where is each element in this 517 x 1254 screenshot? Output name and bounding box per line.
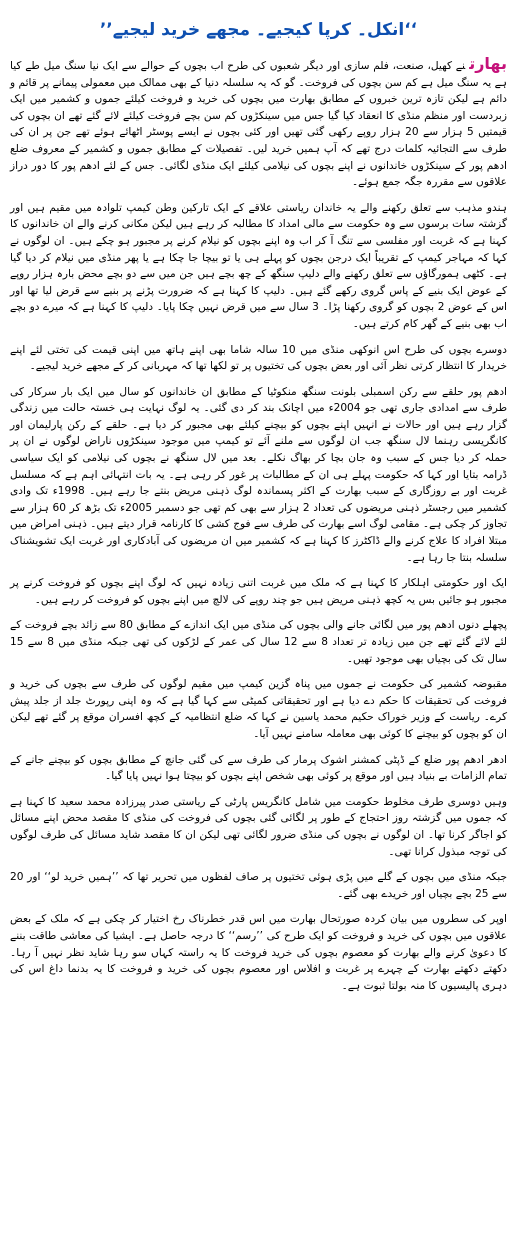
article-paragraph: ادھم پور حلقے سے رکن اسمبلی بلونت سنگھ منکوٹیا کے مطابق ان خاندانوں کو سال میں ایک بار سرکار کی طرف سے امدادی جاری تھی جو 2004ء میں اچانک بند کر دی گئی۔ یہ لوگ نہایت ہی خستہ حالت میں زندگی گزار رہے ہیں اور حالات نے انہیں اپنے بچوں کو بیچنے کیلئے بھی مجبور کر دیا ہے۔ حلقے کے رکن پارلیمان اور کانگریسی رہنما لال سنگھ جب ان لوگوں سے ملنے آئے تو کیمپ میں موجود سینکڑوں ناراض لوگوں نے ان پر حملہ کر دیا جس کے سبب وہ جان بچا کر بھاگ نکلے۔ بعد میں لال سنگھ نے بچوں کی نیلامی کو ایک سیاسی ڈرامہ بتایا اور کہا کہ حکومت پہلے ہی ان کے مطالبات پر غور کر رہی ہے۔ یہ بات انتہائی اہم ہے کہ مسلسل غربت اور بے روزگاری کے سبب بھارت کے اکثر پسماندہ لوگ ذہنی مریض بنتے جا رہے ہیں۔ 1998ء تک وادی کشمیر میں رجسٹر ذہنی مریضوں کی تعداد 2 ہزار سے بھی کم تھی جو دسمبر 2005ء تک بڑھ کر 60 ہزار سے تجاوز کر چکی ہے۔ مقامی لوگ اسے بھارت کی طرف سے فوج کشی کا کارنامہ قرار دیتے ہیں۔ ذہنی امراض میں مبتلا افراد کا علاج کرنے والے ڈاکٹرز کا کہنا ہے کہ کشمیر میں ان مریضوں کی آبادکاری اور غربت ایک تشویشناک سلسلہ بنتا جا رہا ہے۔	[10, 385, 508, 564]
article-paragraph: اوپر کی سطروں میں بیان کردہ صورتحال بھارت میں اس قدر خطرناک رخ اختیار کر چکی ہے کہ ملک کے بعض علاقوں میں بچوں کی خرید و فروخت کو ایک طرح کی ’’رسم‘‘ کا درجہ حاصل ہے۔ ایشیا کی معاشی طاقت بننے کا دعویٰ کرنے والے بھارت کو معصوم بچوں کی خرید فروخت کا یہ راستہ کہاں سو رہا شاید نظر نہیں آ رہا۔ دکھتے دکھتے بھارت کے چہرے پر غربت و افلاس اور معصوم بچوں کی خرید و فروخت کا یہ بدنما داغ اس کی دہری پالیسیوں کا منہ بولتا ثبوت ہے۔	[10, 913, 507, 992]
article-paragraph	[10, 56, 507, 191]
article-paragraph: ہندو مذہب سے تعلق رکھنے والے یہ خاندان ریاستی علاقے کے ایک تارکین وطن کیمپ تلوادہ میں مقیم ہیں اور گزشتہ سات برسوں سے وہ حکومت سے مالی امداد کا مطالبہ کر رہے ہیں لیکن مکانی کرنے والے ان خاندانوں کا کہنا ہے کہ غربت اور مفلسی سے تنگ آ کر اب وہ اپنے بچوں کو نیلام کرنے پر مجبور ہو چکے ہیں۔ ان لوگوں نے کہا کہ مہاجر کیمپ کے تقریباً ایک درجن بچوں کو پہلے ہی یا تو بیچا جا چکا ہے یا پھر منڈی میں نیلام کر دیا گیا ہے۔ کٹھی ہمورگاؤں سے تعلق رکھنے والے دلیپ سنگھ کے چھ بچے ہیں جن میں سے دو بچے محض بارہ ہزار روپے کے عوض ایک بنیے کے پاس گروی رکھے گئے ہیں۔ دلیپ کا کہنا ہے کہ ضرورت پڑنے پر بنیے سے قرض لیا تھا اور اس کے عوض 2 بچوں کو گروی رکھنا پڑا۔ 3 سال سے میں قرض نہیں چکا پایا۔ دلیپ کا کہنا ہے کہ میرے دو بچے اب بھی بنیے کے گھر کام کرتے ہیں۔	[10, 201, 507, 330]
article-paragraph: ایک اور حکومتی اہلکار کا کہنا ہے کہ ملک میں غربت اتنی زیادہ نہیں کہ لوگ اپنے بچوں کو فروخت کرنے پر مجبور ہو جائیں بس یہ کچھ ذہنی مریض ہیں جو چند روپے کی لالچ میں اپنے بچوں کو فروخت کر رہے ہیں۔	[10, 577, 507, 606]
article-paragraph: پچھلے دنوں ادھم پور میں لگائی جانے والی بچوں کی منڈی میں ایک اندازے کے مطابق 80 سے زائد بچے فروخت کے لئے لائے گئے تھے جن میں زیادہ تر تعداد 8 سے 12 سال کی عمر کے لڑکوں کی تھی جبکہ منڈی میں 8 سے 15 سال تک کی بچیاں بھی موجود تھیں۔	[10, 619, 507, 665]
paragraph-text: نے کھیل، صنعت، فلم سازی اور دیگر شعبوں کی طرح اب بچوں کے حوالے سے ایک نیا سنگ میل طے کیا ہے یہ سنگ میل ہے کم سن بچوں کی فروخت۔ گو کہ یہ سلسلہ دنیا کے بھی ممالک میں معمولی پیمانے پر قائم و دائم ہے لیکن تازہ ترین خبروں کے مطابق بھارت میں بچوں کی خرید و فروخت کیلئے جموں و کشمیر میں ایک زبردست اور منظم منڈی کا انعقاد کیا گیا جس میں سینکڑوں کم سن بچے فروخت کیلئے لائے گئے تھے ان بچوں کی قیمتیں 5 ہزار سے 20 ہزار روپے رکھی گئی تھیں اور کئی بچوں نے ایسے پوسٹر اٹھائے ہوئے تھے جن پر ان کی طرف سے التجائیہ کلمات درج تھے کہ آپ ہمیں خرید لیں۔ تفصیلات کے مطابق جموں و کشمیر کے معروف ضلع ادھم پور کے سینکڑوں خاندانوں نے اپنے بچوں کی نیلامی کیلئے ایک منڈی لگائی۔ جس کے لئے ادھم پور کا دور دراز علاقوں سے مقررہ جگہ جمع ہوئے۔	[10, 60, 507, 189]
article-title: ‘‘انکل۔ کرپا کیجیے۔ مجھے خرید لیجیے’’	[99, 20, 418, 40]
article-body	[10, 56, 507, 994]
article-paragraph: ادھر ادھم پور ضلع کے ڈپٹی کمشنر اشوک پرمار کی طرف سے کی گئی جانچ کے مطابق بچوں کو بیچنے جانے کے تمام الزامات بے بنیاد ہیں اور موقع پر کوئی بھی شخص اپنے بچوں کو بیچتا ہوا نہیں پایا گیا۔	[10, 753, 507, 783]
article-paragraph: مقبوضہ کشمیر کی حکومت نے جموں میں پناہ گزین کیمپ میں مقیم لوگوں کی طرف سے بچوں کی خرید و فروخت کی تحقیقات کا حکم دے دیا ہے اور تحقیقاتی کمیٹی سے کہا گیا ہے کہ وہ اپنی رپورٹ جلد از جلد پیش کرے۔ ریاست کے وزیر خوراک حکیم محمد یاسین نے کہا کہ ضلع انتظامیہ کے کچھ افسران موقع پر گئے تھے لیکن ان کو بچوں کو بیچنے کا کوئی بھی معاملہ سامنے نہیں آیا۔	[10, 678, 507, 740]
article-paragraph: وہیں دوسری طرف مخلوط حکومت میں شامل کانگریس پارٹی کے ریاستی صدر پیرزادہ محمد سعید کا کہنا ہے کہ جموں میں گزشتہ روز احتجاج کے طور پر لگائی گئی بچوں کی فروخت کی منڈی کا مقصد محض اپنے مسائل کو اجاگر کرنا تھا۔ ان لوگوں نے بچوں کی منڈی ضرور لگائی تھی لیکن ان کا مقصد شاید مسائل کی طرف لوگوں کی توجہ مبذول کرانا تھی۔	[10, 795, 507, 858]
article-paragraph: جبکہ منڈی میں بچوں کے گلے میں پڑی ہوئی تختیوں پر صاف لفظوں میں تحریر تھا کہ ’’ہمیں خرید لو‘‘ اور 20 سے 25 بچے بچیاں اور خریدے بھی گئے۔	[10, 871, 507, 900]
lead-word: بھارت	[469, 54, 507, 73]
article-paragraph: دوسرے بچوں کی طرح اس انوکھی منڈی میں 10 سالہ شاما بھی اپنے ہاتھ میں اپنی قیمت کی تختی لئے اپنے خریدار کا انتظار کرتی نظر آئی اور بعض بچوں کی تختیوں پر تو لکھا تھا کہ مہربانی کر کے مجھے خرید لیجیے۔	[10, 343, 507, 373]
